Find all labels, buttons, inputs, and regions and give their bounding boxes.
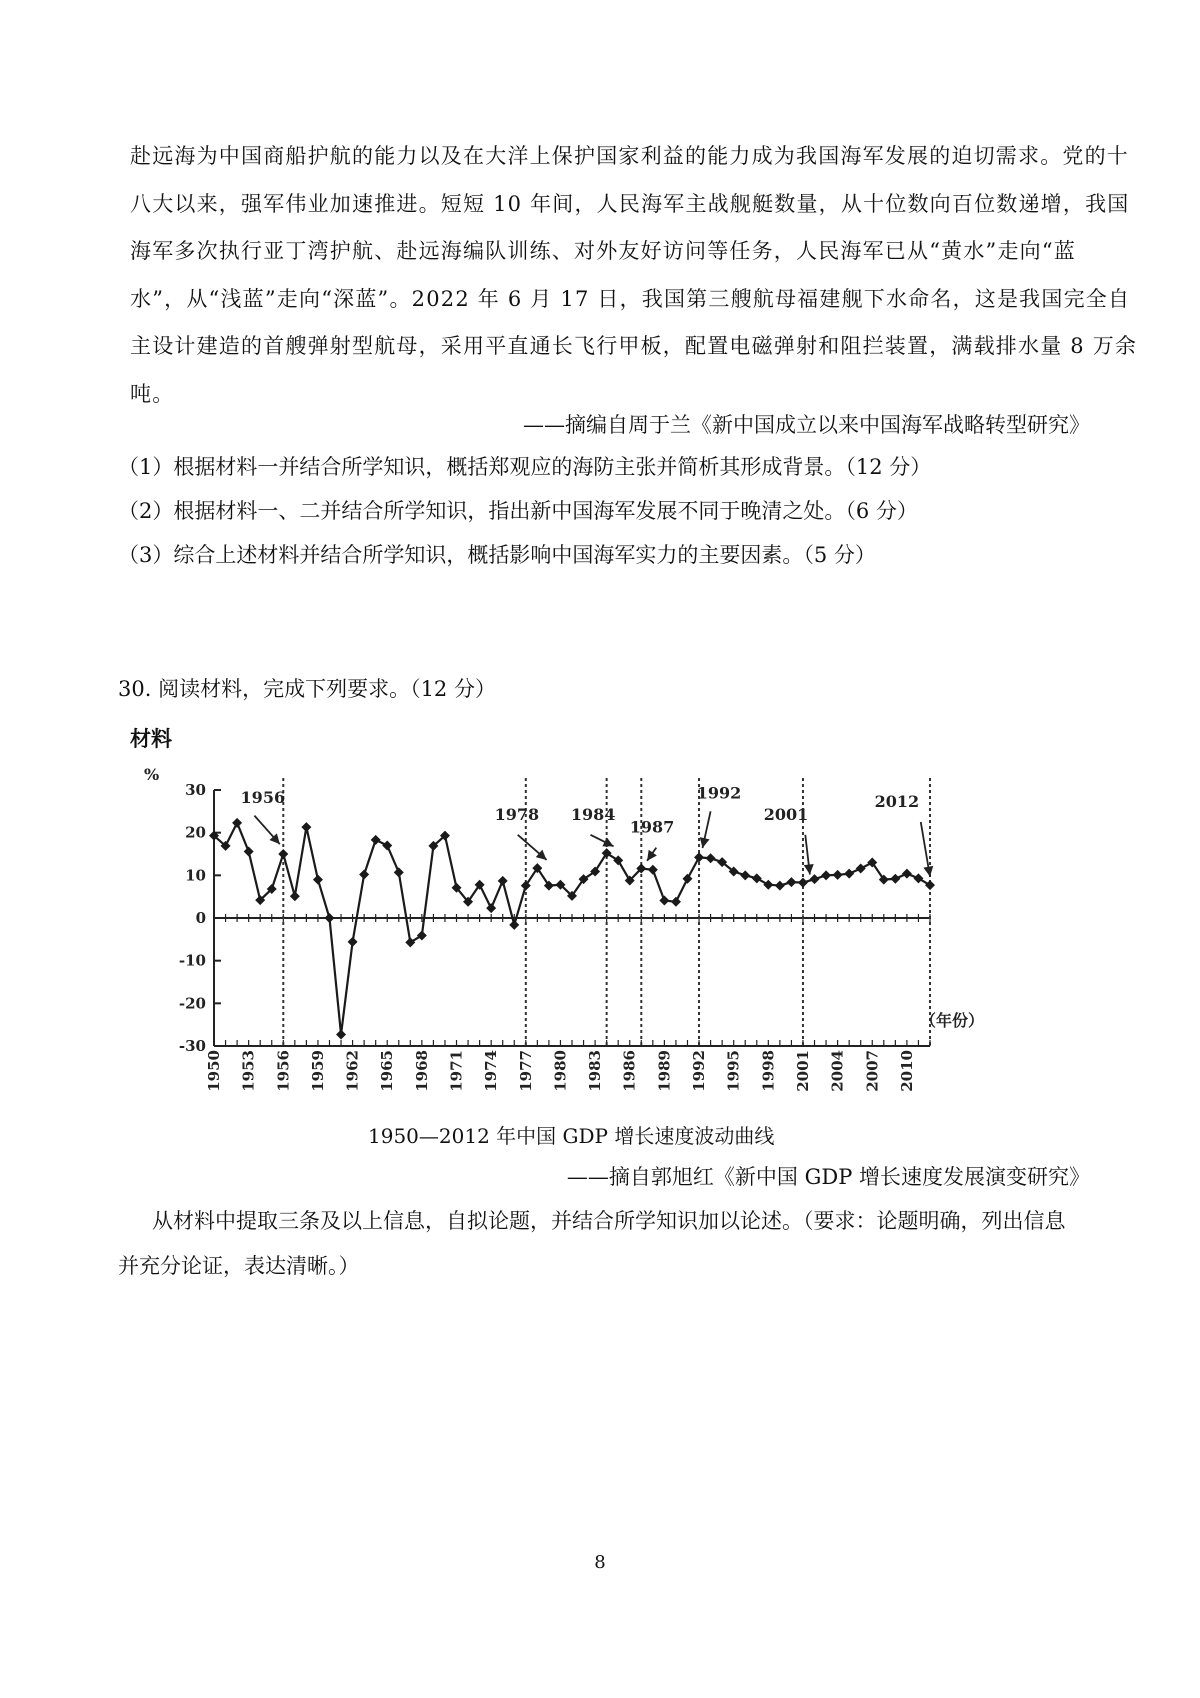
data-point <box>382 840 392 850</box>
year-annotation-label: 1984 <box>570 804 616 824</box>
x-tick-label: 1950 <box>205 1050 223 1092</box>
year-annotation-label: 2001 <box>763 804 809 824</box>
page-number: 8 <box>594 1552 606 1573</box>
data-point <box>498 876 508 886</box>
x-tick-label: 1992 <box>690 1050 709 1092</box>
annotation-arrowhead <box>647 850 657 861</box>
passage-line: 吨。 <box>130 381 175 406</box>
data-point <box>324 913 334 923</box>
data-point <box>394 867 404 877</box>
x-tick-label: 2010 <box>897 1050 916 1092</box>
data-point <box>890 874 900 884</box>
chart-annotations <box>241 784 934 877</box>
x-axis-label: （年份） <box>920 1011 985 1030</box>
data-point <box>925 880 935 890</box>
x-tick-label: 1998 <box>759 1050 778 1092</box>
y-tick-label: -20 <box>178 994 206 1013</box>
passage-source: ——摘编自周于兰《新中国成立以来中国海军战略转型研究》 <box>523 413 1090 437</box>
x-tick-label: 1953 <box>239 1050 258 1092</box>
data-point <box>648 865 658 875</box>
x-tick-label: 2004 <box>828 1050 847 1092</box>
data-point <box>810 874 820 884</box>
question-1: （1）根据材料一并结合所学知识，概括郑观应的海防主张并简析其形成背景。（12 分） <box>118 455 932 479</box>
x-tick-label: 1959 <box>308 1050 327 1092</box>
data-point <box>244 846 254 856</box>
chart-source: ——摘自郭旭红《新中国 GDP 增长速度发展演变研究》 <box>566 1165 1090 1189</box>
data-point <box>278 849 288 859</box>
year-annotation-label: 1978 <box>494 804 540 824</box>
data-point <box>671 897 681 907</box>
data-point <box>682 874 692 884</box>
data-point <box>417 930 427 940</box>
x-tick-label: 2001 <box>793 1050 812 1092</box>
y-tick-label: -30 <box>178 1037 206 1055</box>
data-point <box>902 869 912 879</box>
data-point <box>833 870 843 880</box>
data-point <box>232 818 242 828</box>
y-tick-label: 30 <box>185 781 206 799</box>
data-point <box>844 869 854 879</box>
data-point <box>694 852 704 862</box>
year-annotation-label: 1987 <box>629 817 675 837</box>
y-tick-label: 20 <box>185 823 206 842</box>
x-tick-label: 1968 <box>412 1050 431 1092</box>
data-point <box>659 896 669 906</box>
gdp-growth-line <box>214 823 930 1035</box>
data-point <box>359 869 369 879</box>
data-point <box>336 1029 346 1039</box>
x-tick-label: 1956 <box>274 1050 293 1092</box>
data-point <box>313 875 323 885</box>
passage-line: 八大以来，强军伟业加速推进。短短 10 年间，人民海军主战舰艇数量，从十位数向百位数递增，我国 <box>130 191 1130 216</box>
data-point <box>740 870 750 880</box>
data-point <box>613 855 623 865</box>
data-point <box>348 937 358 947</box>
question-2: （2）根据材料一、二并结合所学知识，指出新中国海军发展不同于晚清之处。（6 分） <box>118 499 918 523</box>
data-point <box>371 835 381 845</box>
annotation-arrowhead <box>804 864 814 875</box>
y-tick-label: 10 <box>185 866 206 885</box>
data-point <box>775 881 785 891</box>
x-tick-label: 1965 <box>378 1050 397 1092</box>
data-point <box>706 853 716 863</box>
x-tick-label: 1986 <box>620 1050 639 1092</box>
x-tick-label: 1983 <box>586 1050 605 1092</box>
passage-line: 海军多次执行亚丁湾护航、赴远海编队训练、对外友好访问等任务，人民海军已从“黄水”走向“蓝 <box>130 239 1077 263</box>
question-30-heading: 30. 阅读材料，完成下列要求。（12 分） <box>118 677 496 701</box>
task-line: 并充分论证，表达清晰。） <box>118 1254 360 1278</box>
passage-line: 水”，从“浅蓝”走向“深蓝”。2022 年 6 月 17 日，我国第三艘航母福建舰下水命名，这是我国完全自 <box>130 286 1131 311</box>
x-tick-label: 1974 <box>482 1050 501 1092</box>
passage <box>130 133 1138 418</box>
y-tick-label: -10 <box>178 951 206 970</box>
chart-caption: 1950—2012 年中国 GDP 增长速度波动曲线 <box>368 1124 775 1148</box>
data-point <box>913 873 923 883</box>
x-tick-label: 1977 <box>516 1050 535 1092</box>
chart-axes <box>179 781 930 1092</box>
data-point <box>405 937 415 947</box>
year-annotation-label: 1992 <box>696 783 742 803</box>
data-point <box>856 864 866 874</box>
y-tick-label: 0 <box>195 909 206 927</box>
passage-line: 主设计建造的首艘弹射型航母，采用平直通长飞行甲板，配置电磁弹射和阻拦装置，满载排水量 8 万余 <box>130 334 1138 358</box>
data-point <box>752 873 762 883</box>
x-tick-label: 1962 <box>343 1050 362 1092</box>
data-point <box>786 877 796 887</box>
x-tick-label: 1980 <box>551 1050 570 1092</box>
data-point <box>763 880 773 890</box>
gdp-growth-chart <box>144 765 1010 1108</box>
year-annotation-label: 1956 <box>240 787 286 807</box>
data-point <box>509 920 519 930</box>
x-tick-label: 1995 <box>724 1050 743 1092</box>
annotation-arrowhead <box>923 866 933 877</box>
data-point <box>290 891 300 901</box>
y-axis-label: % <box>144 765 160 784</box>
chart-series <box>209 818 935 1040</box>
task-line: 从材料中提取三条及以上信息，自拟论题，并结合所学知识加以论述。（要求：论题明确，列出信息 <box>152 1209 1066 1233</box>
year-annotation-label: 2012 <box>874 792 920 812</box>
passage-line: 赴远海为中国商船护航的能力以及在大洋上保护国家利益的能力成为我国海军发展的迫切需求。党的十 <box>130 144 1129 168</box>
data-point <box>798 878 808 888</box>
x-tick-label: 2007 <box>863 1050 882 1092</box>
x-tick-label: 1989 <box>655 1050 674 1092</box>
material-label: 材料 <box>130 726 172 751</box>
data-point <box>301 822 311 832</box>
question-3: （3）综合上述材料并结合所学知识，概括影响中国海军实力的主要因素。（5 分） <box>118 543 876 567</box>
annotation-arrowhead <box>700 837 710 848</box>
x-tick-label: 1971 <box>447 1050 466 1092</box>
data-point <box>486 903 496 913</box>
data-point <box>821 870 831 880</box>
